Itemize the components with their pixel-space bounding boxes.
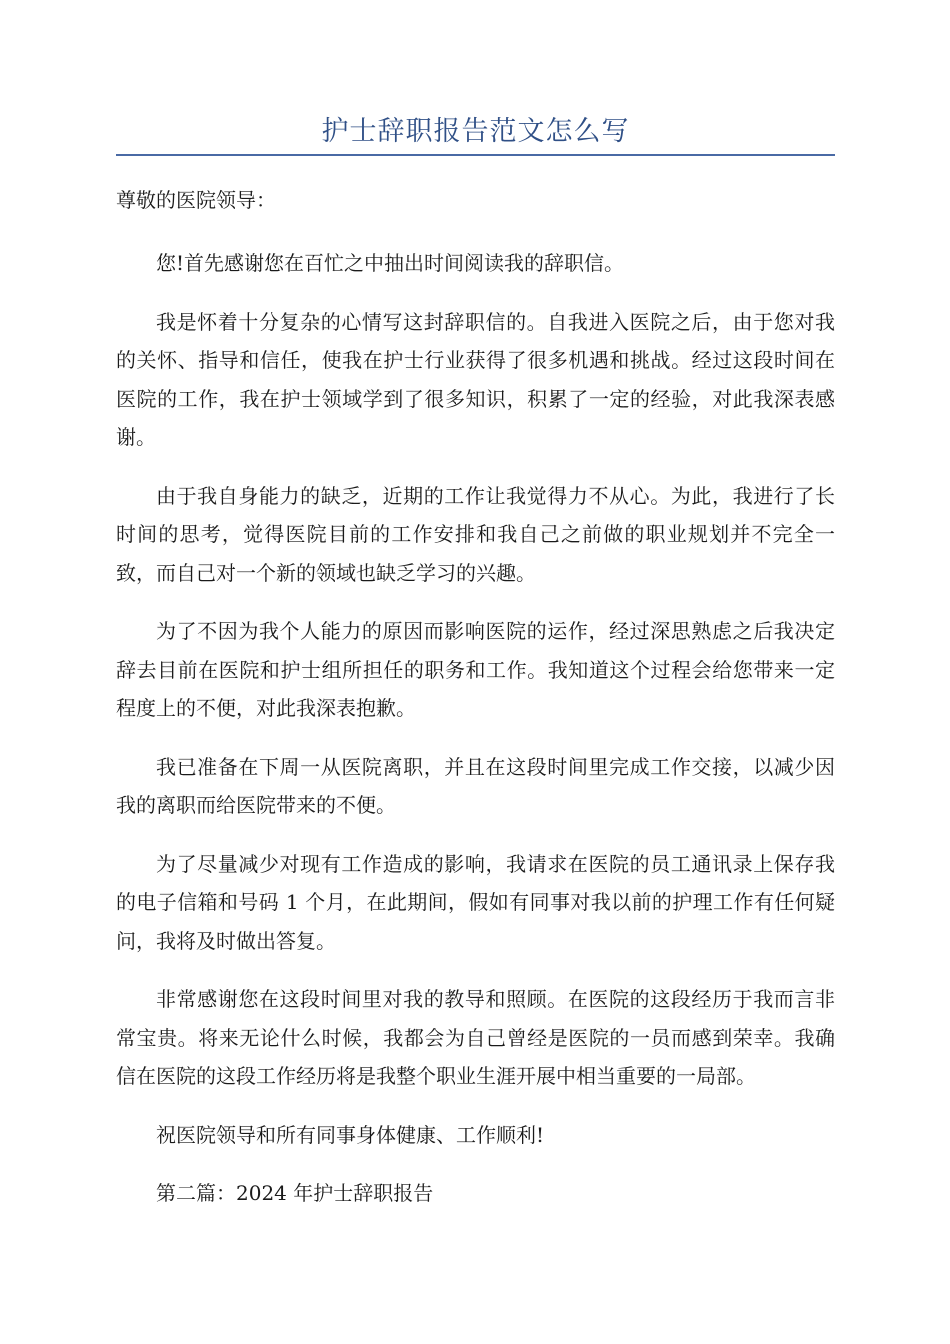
paragraph: 为了尽量减少对现有工作造成的影响，我请求在医院的员工通讯录上保存我的电子信箱和号码 1 个月，在此期间，假如有同事对我以前的护理工作有任何疑问，我将及时做出答复。 — [116, 851, 835, 953]
paragraph: 我已准备在下周一从医院离职，并且在这段时间里完成工作交接，以减少因我的离职而给医院带来的不便。 — [116, 754, 835, 817]
document-title: 护士辞职报告范文怎么写 — [321, 116, 630, 147]
next-section-heading: 第二篇：2024 年护士辞职报告 — [156, 1181, 434, 1205]
letter-body — [116, 181, 835, 1213]
paragraph: 由于我自身能力的缺乏，近期的工作让我觉得力不从心。为此，我进行了长时间的思考，觉得医院目前的工作安排和我自己之前做的职业规划并不完全一致，而自己对一个新的领域也缺乏学习的兴趣。 — [116, 483, 835, 585]
paragraph: 非常感谢您在这段时间里对我的教导和照顾。在医院的这段经历于我而言非常宝贵。将来无论什么时候，我都会为自己曾经是医院的一员而感到荣幸。我确信在医院的这段工作经历将是我整个职业生涯开展中相当重要的一局部。 — [116, 987, 835, 1088]
paragraph: 您!首先感谢您在百忙之中抽出时间阅读我的辞职信。 — [156, 251, 625, 275]
document-page — [116, 0, 835, 1213]
paragraph: 为了不因为我个人能力的原因而影响医院的运作，经过深思熟虑之后我决定辞去目前在医院和护士组所担任的职务和工作。我知道这个过程会给您带来一定程度上的不便，对此我深表抱歉。 — [116, 619, 835, 720]
title-divider — [116, 154, 835, 156]
paragraph: 我是怀着十分复杂的心情写这封辞职信的。自我进入医院之后，由于您对我的关怀、指导和信任，使我在护士行业获得了很多机遇和挑战。经过这段时间在医院的工作，我在护士领域学到了很多知识，积累了一定的经验，对此我深表感谢。 — [116, 309, 835, 449]
salutation: 尊敬的医院领导： — [116, 188, 276, 212]
closing-wish: 祝医院领导和所有同事身体健康、工作顺利! — [156, 1122, 545, 1147]
